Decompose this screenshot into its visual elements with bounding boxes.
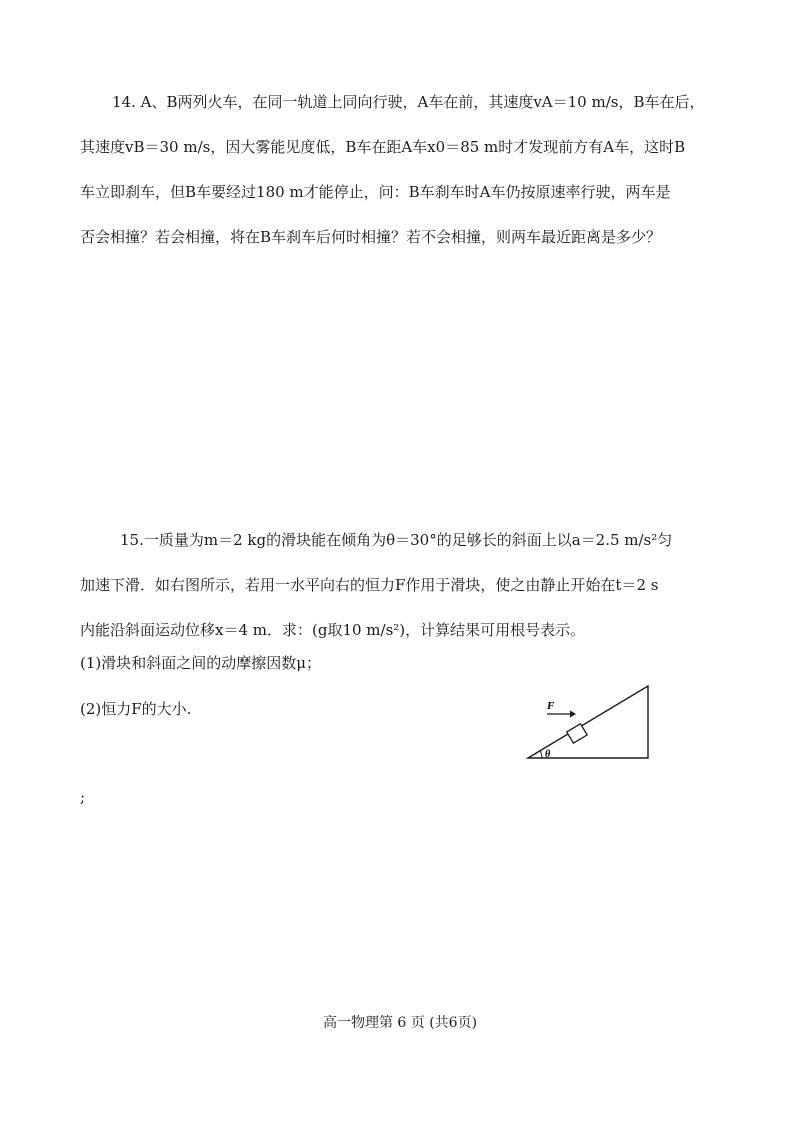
- force-label: F: [547, 700, 555, 712]
- q14-line-4: 否会相撞？若会相撞，将在B车刹车后何时相撞？若不会相撞，则两车最近距离是多少？: [80, 228, 662, 246]
- q14-line-1: 14. A、B两列火车，在同一轨道上同向行驶，A车在前，其速度vA＝10 m/s，B车在后，: [112, 93, 705, 111]
- q15-line-2: 加速下滑．如右图所示，若用一水平向右的恒力F作用于滑块，使之由静止开始在t＝2 s: [80, 576, 659, 594]
- q14-line-2: 其速度vB＝30 m/s，因大雾能见度低，B车在距A车x0＝85 m时才发现前方有A车，这时B: [80, 138, 686, 156]
- q14-line-3: 车立即刹车，但B车要经过180 m才能停止，问：B车刹车时A车仍按原速率行驶，两车是: [80, 183, 671, 201]
- q15-line-1: 15.一质量为m＝2 kg的滑块能在倾角为θ＝30°的足够长的斜面上以a＝2.5 m/s²匀: [120, 531, 673, 549]
- force-arrowhead: [570, 711, 576, 718]
- incline-triangle: [528, 686, 648, 758]
- page-footer: 高一物理第 6 页 (共6页): [322, 1015, 478, 1031]
- question-15: [80, 526, 760, 661]
- incline-diagram: [520, 678, 660, 768]
- q15-line-3: 内能沿斜面运动位移x＝4 m．求：(g取10 m/s²)，计算结果可用根号表示。: [80, 621, 586, 639]
- slider-block: [567, 724, 587, 743]
- q15-subquestion-1: (1)滑块和斜面之间的动摩擦因数μ；: [80, 654, 321, 672]
- q15-subquestion-2: (2)恒力F的大小.: [80, 700, 192, 718]
- question-14: [80, 88, 740, 268]
- angle-label: θ: [545, 749, 551, 760]
- stray-mark: ;: [80, 788, 86, 806]
- angle-arc: [540, 751, 542, 758]
